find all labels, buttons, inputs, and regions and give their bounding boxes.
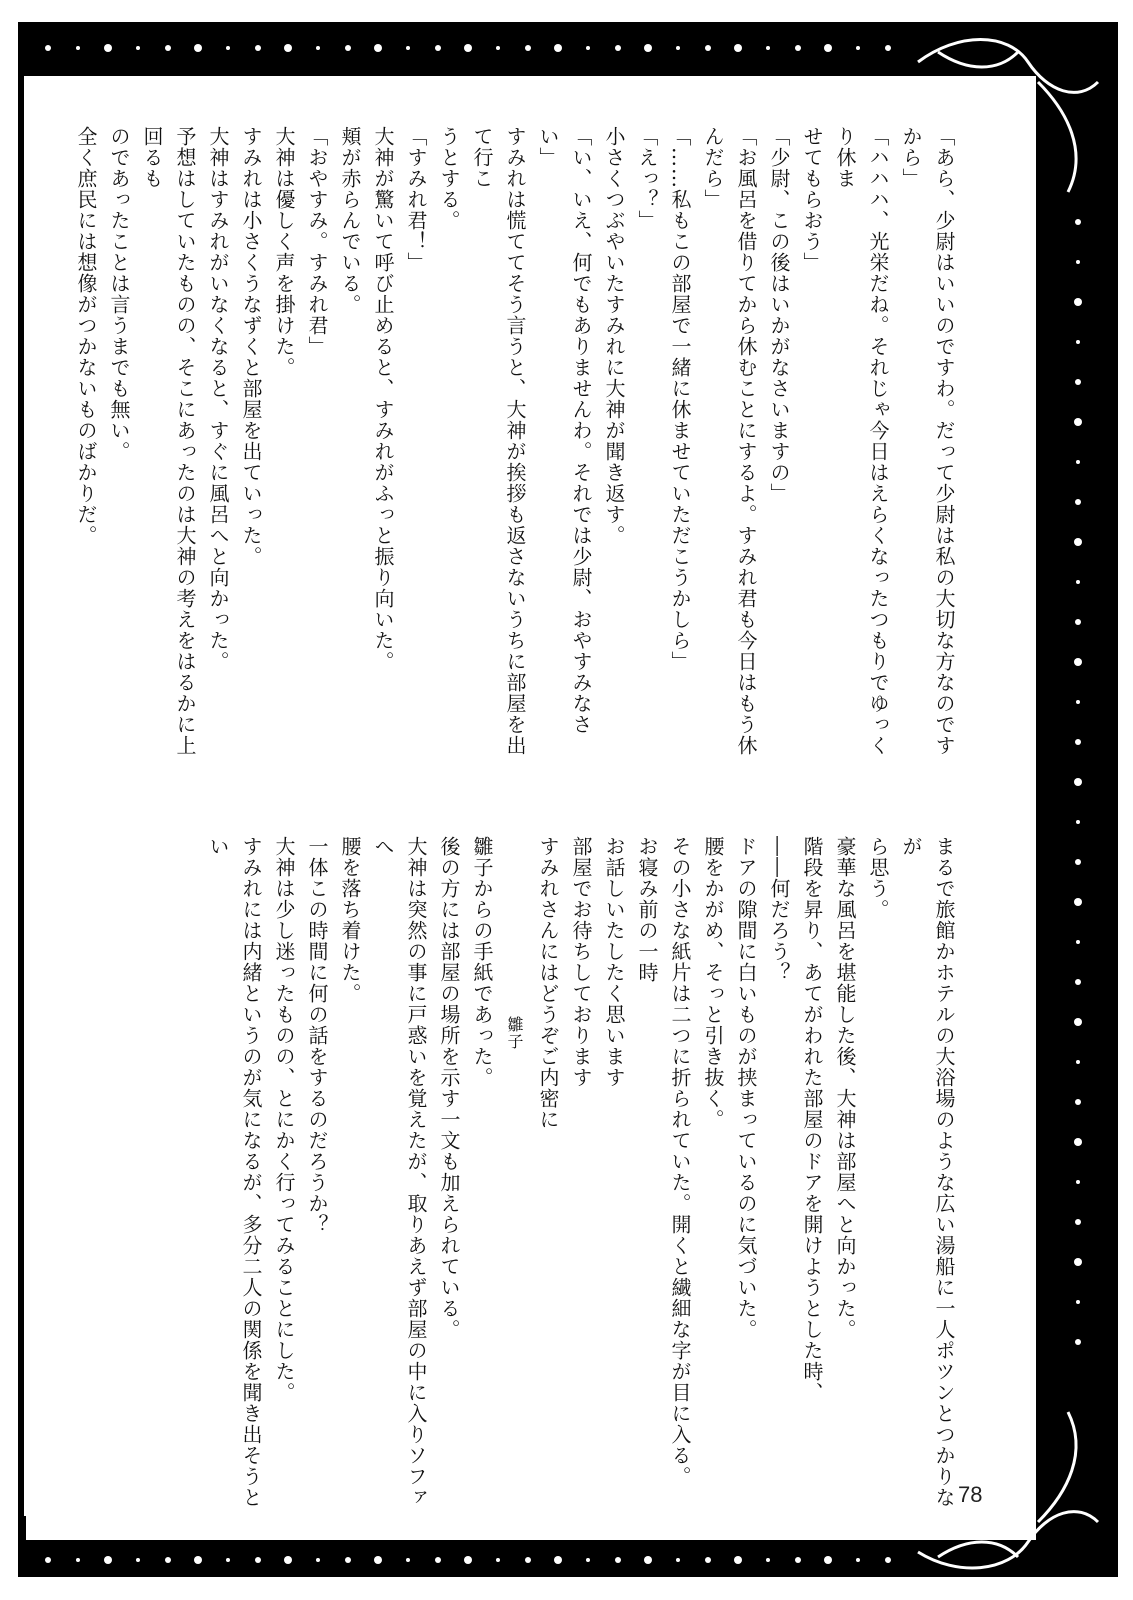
text-column: 「あら、少尉はいいのですわ。だって少尉は私の大切な方なのですから」 [899, 126, 956, 756]
text-column: 腰を落ち着けた。 [338, 836, 362, 1004]
text-column: ――何だろう？ [767, 836, 791, 983]
text-column: 「……私もこの部屋で一緒に休ませていただこうかしら」 [668, 126, 692, 672]
text-column: 「えっ？」 [635, 126, 659, 231]
text-column: 「お風呂を借りてから休むことにするよ。すみれ君も今日はもう休んだら」 [701, 126, 758, 756]
text-column: 大神は突然の事に戸惑いを覚えたが、取りあえず部屋の中に入りソファへ [371, 836, 428, 1508]
upper-text-block [69, 126, 960, 766]
text-column: 大神は優しく声を掛けた。 [272, 126, 296, 378]
text-column: 大神は少し迷ったものの、とにかく行ってみることにした。 [272, 836, 296, 1403]
text-column: 階段を昇り、あてがわれた部屋のドアを開けようとした時、 [800, 836, 824, 1403]
letter-line: 部屋でお待ちしております [569, 836, 593, 1088]
text-column: うとする。 [437, 126, 461, 231]
text-column: すみれには内緒というのが気になるが、多分二人の関係を聞き出そうとい [206, 836, 263, 1508]
text-column: 一体この時間に何の話をするのだろうか？ [305, 836, 329, 1235]
text-column: 「い、いえ、何でもありませんわ。それでは少尉、おやすみなさい」 [536, 126, 593, 735]
text-column: 「すみれ君！」 [404, 126, 428, 273]
letter-signature: 雛子 [505, 1016, 524, 1050]
text-column: 大神が驚いて呼び止めると、すみれがふっと振り向いた。 [371, 126, 395, 672]
text-column: 小さくつぶやいたすみれに大神が聞き返す。 [602, 126, 626, 546]
text-column: すみれは小さくうなずくと部屋を出ていった。 [239, 126, 263, 567]
text-column: 「少尉、この後はいかがなさいますの」 [767, 126, 791, 504]
text-column: 全く庶民には想像がつかないものばかりだ。 [74, 126, 98, 546]
text-column: 「ハハハ、光栄だね。それじゃ今日はえらくなったつもりでゆっくり休ま [833, 126, 890, 756]
text-column: 雛子からの手紙であった。 [470, 836, 494, 1088]
text-column: 予想はしていたものの、そこにあったのは大神の考えをはるかに上回るも [140, 126, 197, 756]
text-column: のであったことは言うまでも無い。 [107, 126, 131, 462]
text-column: まるで旅館かホテルの大浴場のような広い湯船に一人ポツンとつかりなが [899, 836, 956, 1508]
letter-line: お寝み前の一時 [635, 836, 659, 983]
text-column: ら思う。 [866, 836, 890, 920]
text-column: その小さな紙片は二つに折られていた。開くと繊細な字が目に入る。 [668, 836, 692, 1487]
text-column: 後の方には部屋の場所を示す一文も加えられている。 [437, 836, 461, 1340]
letter-line: お話しいたしたく思います [602, 836, 626, 1088]
text-column: 大神はすみれがいなくなると、すぐに風呂へと向かった。 [206, 126, 230, 672]
text-column: 頬が赤らんでいる。 [338, 126, 362, 315]
text-column: 「おやすみ。すみれ君」 [305, 126, 329, 357]
page-number: 78 [958, 1482, 983, 1507]
lower-text-block [201, 836, 960, 1516]
letter-line: すみれさんにはどうぞご内密に [536, 836, 560, 1130]
text-column: せてもらおう」 [800, 126, 824, 273]
text-column: 腰をかがめ、そっと引き抜く。 [701, 836, 725, 1130]
text-column: 豪華な風呂を堪能した後、大神は部屋へと向かった。 [833, 836, 857, 1340]
text-column: すみれは慌ててそう言うと、大神が挨拶も返さないうちに部屋を出て行こ [470, 126, 527, 756]
text-column: ドアの隙間に白いものが挟まっているのに気づいた。 [734, 836, 758, 1340]
text-page [24, 76, 1024, 1516]
